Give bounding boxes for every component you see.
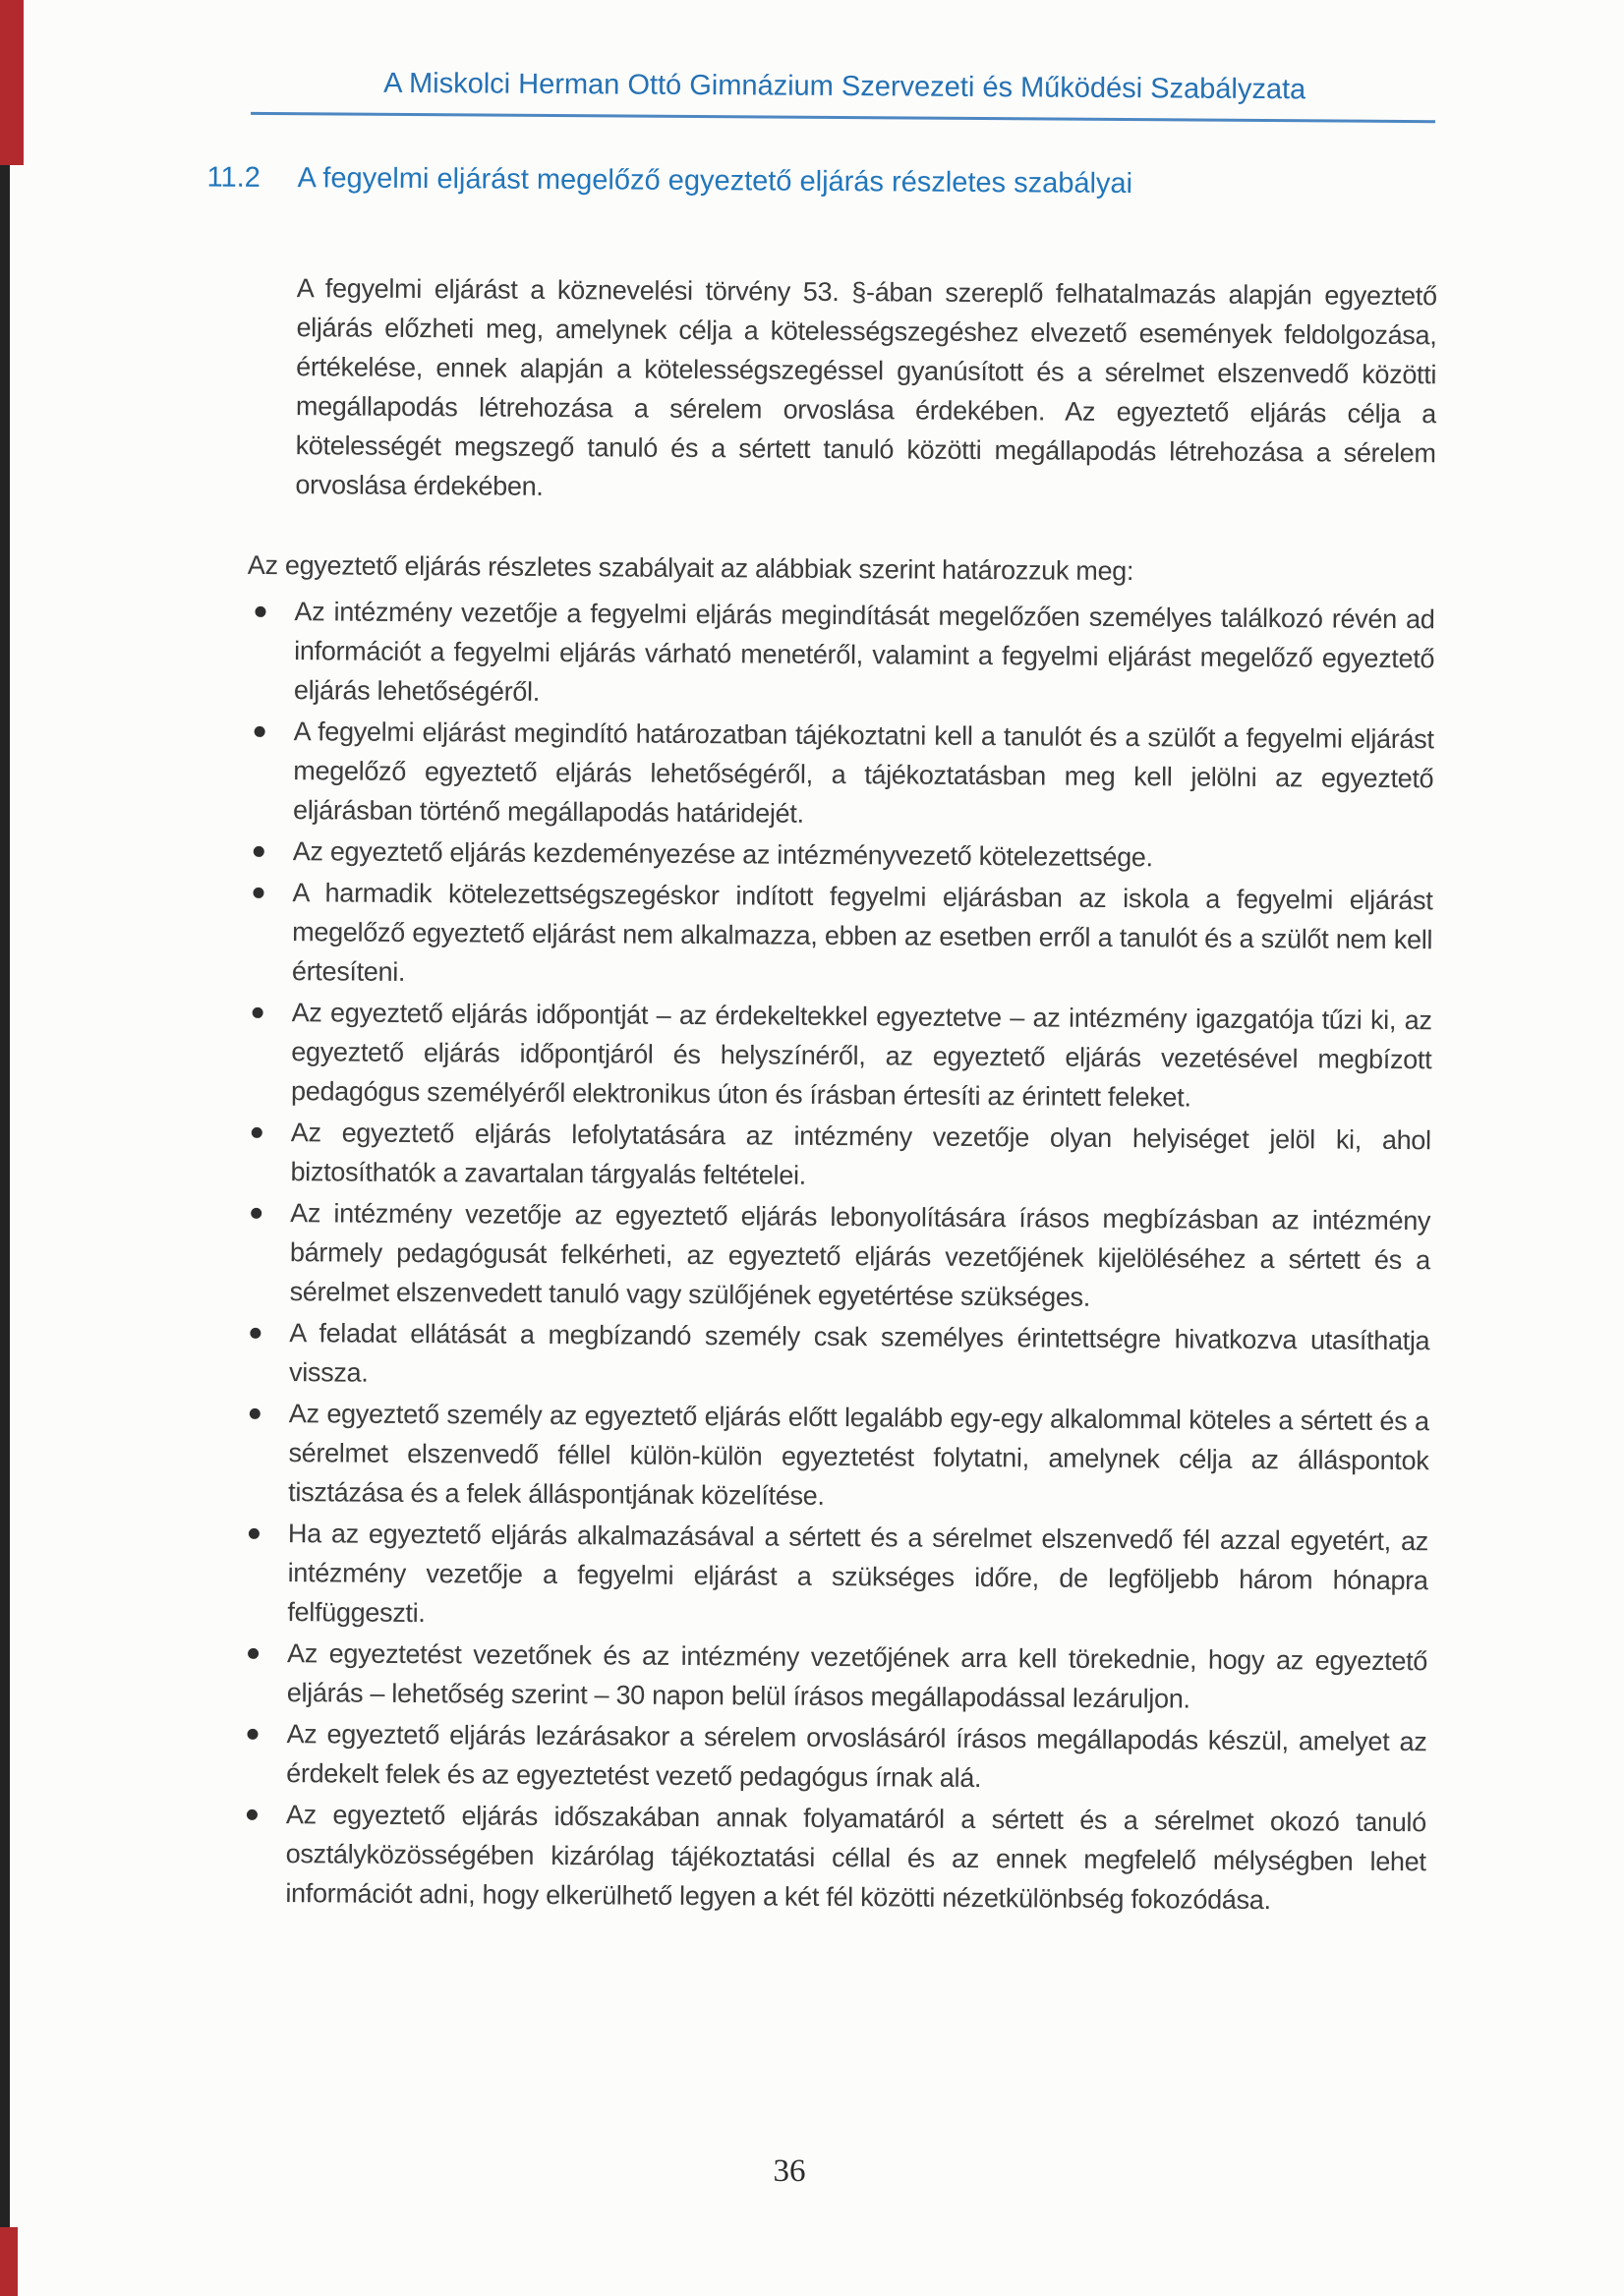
list-item-text: Az egyeztetést vezetőnek és az intézmény vezetőjének arra kell törekednie, hogy az egyeztető eljárás – lehetőség szerint – 30 napon belül írásos megállapodással lezáruljon. [286, 1638, 1428, 1714]
list-item [241, 1394, 1429, 1520]
bullet-dot-icon [247, 1809, 258, 1820]
bullet-list [238, 592, 1434, 1921]
bullet-dot-icon [247, 1729, 258, 1740]
page-footer [0, 2153, 1579, 2190]
scan-edge-red-bottom-artifact [0, 2227, 18, 2296]
bullet-dot-icon [253, 888, 263, 898]
list-item-text: Az intézmény vezetője az egyeztető eljárás lebonyolítására írásos megbízásban az intézmény bármely pedagógusát felkérheti, az egyeztető eljárás vezetőjének kijelöléséhez a sértett és a sérelmet elszenvedett tanuló vagy szülőjének egyetértése szükséges. [289, 1198, 1431, 1312]
bullet-dot-icon [253, 1007, 263, 1018]
section-heading [206, 158, 1437, 206]
list-item-text: Az egyeztető eljárás lefolytatására az intézmény vezetője olyan helyiséget jelöl ki, ahol biztosíthatók a zavartalan tárgyalás feltételei. [290, 1118, 1431, 1190]
bullet-dot-icon [255, 726, 265, 737]
list-item [240, 1514, 1428, 1639]
list-item-text: Ha az egyeztető eljárás alkalmazásával a sértett és a sérelmet elszenvedő fél azzal egyetért, az intézmény vezetője a fegyelmi eljárást a szükséges időre, de legföljebb három hónapra felfüggeszti. [287, 1519, 1429, 1629]
list-item [239, 1714, 1427, 1801]
list-item-text: Az egyeztető személy az egyeztető eljárás előtt legalább egy-egy alkalommal köteles a sértett és a sérelmet elszenvedő féllel külön-külön egyeztetést folytatni, amelynek célja az álláspontok tisztázása és a felek álláspontjának közelítése. [288, 1399, 1429, 1511]
list-item-text: Az egyeztető eljárás időpontját – az érdekeltekkel egyeztetve – az intézmény igazgatója tűzi ki, az egyeztető eljárás időpontjáról és helyszínéről, az egyeztető eljárás vezetésével megbízott pedagógus személyéről elektronikus úton és írásban értesíti az érintett feleket. [290, 998, 1432, 1113]
bullet-dot-icon [251, 1208, 261, 1219]
list-item [238, 1795, 1426, 1921]
list-item [244, 993, 1432, 1119]
list-item [246, 832, 1433, 879]
list-item-text: A feladat ellátását a megbízandó személy csak személyes érintettségre hivatkozva utasíthatja vissza. [288, 1318, 1430, 1388]
header-underline [251, 112, 1435, 123]
bullet-dot-icon [250, 1408, 261, 1419]
list-item-text: A fegyelmi eljárást megindító határozatban tájékoztatni kell a tanulót és a szülőt a fegyelmi eljárást megelőző egyeztető eljárás lehetőségéről, a tájékoztatásban meg kell jelölni az egyeztető eljárásban történő megállapodás határidejét. [292, 717, 1434, 829]
bullet-dot-icon [254, 846, 264, 857]
list-item-text: Az egyeztető eljárás kezdeményezése az intézményvezető kötelezettsége. [292, 836, 1153, 873]
bullet-dot-icon [252, 1127, 262, 1138]
section-number: 11.2 [206, 161, 261, 194]
list-item-text: Az egyeztető eljárás időszakában annak folyamatáról a sértett és a sérelmet okozó tanuló osztályközösségében kizárólag tájékoztatási céllal és az ennek megfelelő mélységben lehet információt adni, hogy elkerülhető legyen a két fél közötti nézetkülönbség fokozódása. [285, 1800, 1427, 1916]
list-item [240, 1634, 1428, 1720]
list-item [242, 1313, 1430, 1400]
bullet-dot-icon [250, 1328, 261, 1339]
intro-paragraph: A fegyelmi eljárást a köznevelési törvény 53. §-ában szereplő felhatalmazás alapján egyeztető eljárás előzheti meg, amelynek célja a kötelességszegéshez elvezető események feldolgozása, értékelése, ennek alapján a kötelességszegéssel gyanúsított és a sérelmet elszenvedő közötti megállapodás létrehozása a sérelem orvoslása érdekében. Az egyeztető eljárás célja a kötelességét megszegő tanuló és a sértett tanuló közötti megállapodás létrehozása a sérelem orvoslása érdekében. [295, 273, 1437, 501]
list-item [245, 873, 1433, 999]
page-number: 36 [773, 2153, 806, 2189]
bullet-dot-icon [249, 1528, 260, 1539]
bullet-dot-icon [255, 606, 265, 617]
content-column [206, 0, 1439, 1921]
document-title: A Miskolci Herman Ottó Gimnázium Szervezeti és Működési Szabályzata [383, 67, 1306, 106]
list-item-text: A harmadik kötelezettségszegéskor indított fegyelmi eljárásban az iskola a fegyelmi eljárást megelőző egyeztető eljárást nem alkalmazza, ebben az esetben erről a tanulót és a szülőt nem kell értesíteni. [291, 878, 1433, 987]
list-item-text: Az egyeztető eljárás lezárásakor a sérelem orvoslásáról írásos megállapodás készül, amelyet az érdekelt felek és az egyeztetést vezető pedagógus írnak alá. [286, 1719, 1427, 1794]
section-title: A fegyelmi eljárást megelőző egyeztető eljárás részletes szabályai [297, 162, 1133, 201]
list-item [243, 1113, 1431, 1199]
list-item [246, 712, 1434, 837]
bullet-dot-icon [248, 1648, 259, 1659]
list-item [247, 592, 1435, 718]
list-item-text: Az intézmény vezetője a fegyelmi eljárás megindítását megelőzően személyes találkozó révén ad információt a fegyelmi eljárás várható menetéről, valamint a fegyelmi eljárást megelőző egyeztető eljárás lehetőségéről. [293, 597, 1435, 707]
list-item [243, 1193, 1431, 1319]
list-lead-paragraph: Az egyeztető eljárás részletes szabályait az alábbiak szerint határozzuk meg: [247, 549, 1134, 587]
